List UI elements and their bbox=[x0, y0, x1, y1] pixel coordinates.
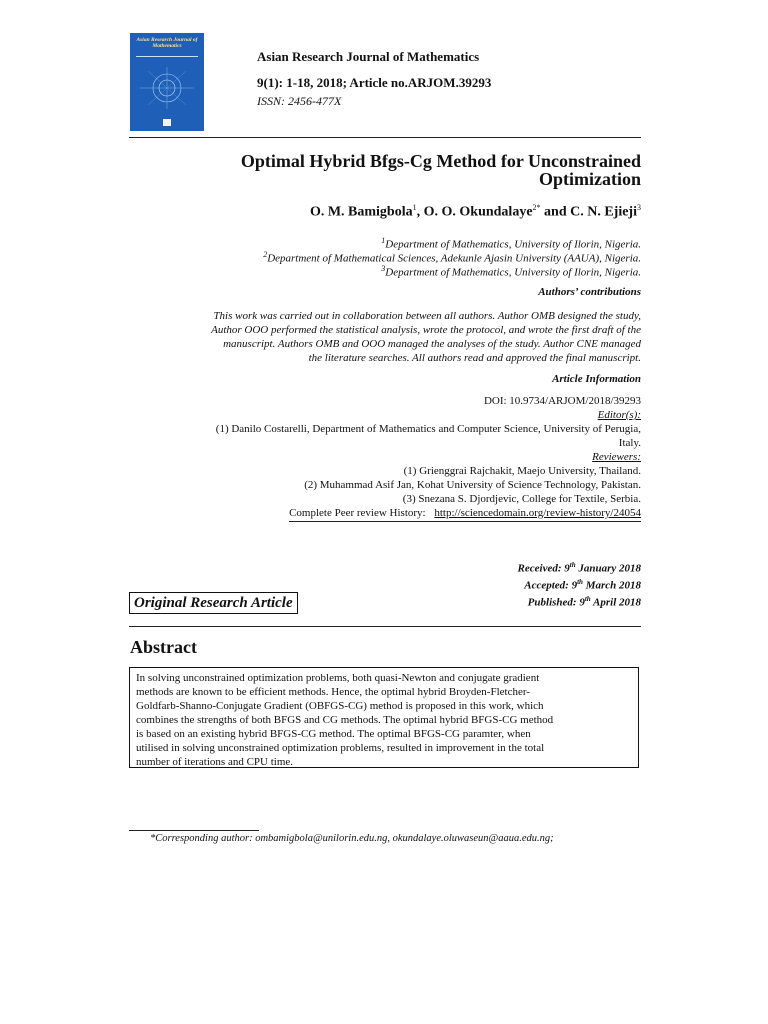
affiliation-mark: 2 bbox=[263, 250, 268, 259]
contributions-line: Author OOO performed the statistical analysis, wrote the protocol, and wrote the first draft of the bbox=[211, 324, 641, 336]
ordinal-suffix: th bbox=[577, 578, 583, 586]
author-mark: 3 bbox=[637, 203, 641, 212]
affiliation-mark: 1 bbox=[381, 236, 386, 245]
abstract-heading: Abstract bbox=[130, 637, 197, 657]
editor-line: (1) Danilo Costarelli, Department of Mathematics and Computer Science, University of Perugia, bbox=[215, 423, 641, 435]
cover-title: Asian Research Journal of Mathematics bbox=[136, 37, 198, 49]
reviewers-label: Reviewers: bbox=[592, 451, 641, 463]
ordinal-suffix: th bbox=[584, 595, 591, 603]
published-rest: April 2018 bbox=[593, 596, 641, 609]
article-info-heading: Article Information bbox=[552, 373, 641, 385]
published-date bbox=[341, 595, 641, 609]
editor-line: Italy. bbox=[618, 437, 641, 449]
reviewer-line: (3) Snezana S. Djordjevic, College for Textile, Serbia. bbox=[402, 493, 641, 505]
abstract-line: is based on an existing hybrid BFGS-CG method. The optimal BFGS-CG paramter, when bbox=[136, 728, 531, 740]
journal-cover-image bbox=[130, 33, 204, 131]
affiliation-mark: 3 bbox=[381, 264, 386, 273]
affiliation-text: Department of Mathematical Sciences, Adekunle Ajasin University (AAUA), Nigeria. bbox=[267, 252, 641, 265]
author-name: C. N. Ejieji bbox=[570, 204, 637, 220]
received-day: 9 bbox=[564, 562, 570, 575]
review-history-label: Complete Peer review History: bbox=[289, 507, 426, 519]
abstract-line: utilised in solving unconstrained optimization problems, resulted in improvement in the total bbox=[136, 742, 545, 754]
published-day: 9 bbox=[579, 596, 585, 609]
author-separator: and bbox=[540, 204, 571, 220]
affiliation bbox=[81, 261, 641, 281]
cover-divider bbox=[136, 56, 198, 57]
article-info bbox=[81, 394, 641, 522]
abstract-box bbox=[129, 667, 639, 768]
abstract-line: methods are known to be efficient methods. Hence, the optimal hybrid Broyden-Fletcher- bbox=[136, 686, 530, 698]
contributions-line: This work was carried out in collaboration between all authors. Author OMB designed the study, bbox=[213, 310, 641, 322]
abstract-line: combines the strengths of both BFGS and CG methods. The optimal hybrid BFGS-CG method bbox=[136, 714, 554, 726]
author-name: O. M. Bamigbola bbox=[309, 204, 413, 220]
title-line-1: Optimal Hybrid Bfgs-Cg Method for Unconstrained bbox=[240, 151, 641, 171]
contributions-line: the literature searches. All authors read and approved the final manuscript. bbox=[308, 352, 641, 364]
footnote-rule bbox=[129, 830, 259, 831]
review-history-link[interactable]: http://sciencedomain.org/review-history/24054 bbox=[434, 507, 641, 519]
article-type-box: Original Research Article bbox=[129, 592, 298, 614]
contributions-line: manuscript. Authors OMB and OOO managed the analyses of the study. Author CNE managed bbox=[223, 338, 641, 350]
author-list bbox=[121, 203, 641, 221]
doi[interactable]: DOI: 10.9734/ARJOM/2018/39293 bbox=[483, 395, 641, 407]
accepted-rest: March 2018 bbox=[585, 579, 641, 592]
abstract-line: Goldfarb-Shanno-Conjugate Gradient (OBFGS-CG) method is proposed in this work, which bbox=[136, 700, 544, 712]
contributions-text bbox=[121, 309, 641, 365]
reviewer-line: (1) Grienggrai Rajchakit, Maejo University, Thailand. bbox=[403, 465, 641, 477]
author-mark: 1 bbox=[412, 203, 417, 212]
volume-line: 9(1): 1-18, 2018; Article no.ARJOM.39293 bbox=[257, 75, 492, 90]
accepted-label: Accepted: bbox=[524, 579, 569, 592]
paper-title bbox=[121, 152, 641, 188]
accepted-day: 9 bbox=[571, 579, 578, 592]
issn: ISSN: 2456-477X bbox=[257, 94, 342, 108]
received-rest: January 2018 bbox=[578, 562, 641, 575]
title-line-2: Optimization bbox=[539, 169, 641, 189]
accepted-date bbox=[341, 578, 641, 592]
publisher-logo bbox=[163, 119, 171, 126]
author-mark: 2* bbox=[532, 203, 541, 212]
received-label: Received: bbox=[517, 562, 562, 575]
corresponding-author-footnote: *Corresponding author: ombamigbola@unilorin.edu.ng, okundalaye.oluwaseun@aaua.edu.ng; bbox=[150, 833, 554, 844]
cover-artwork bbox=[134, 63, 200, 113]
abstract-line: number of iterations and CPU time. bbox=[136, 756, 294, 768]
review-history bbox=[289, 506, 641, 522]
abstract-line: In solving unconstrained optimization problems, both quasi-Newton and conjugate gradient bbox=[136, 672, 540, 684]
affiliation-text: Department of Mathematics, University of Ilorin, Nigeria. bbox=[385, 266, 641, 279]
editors-label: Editor(s): bbox=[597, 409, 641, 421]
reviewer-line: (2) Muhammad Asif Jan, Kohat University of Science Technology, Pakistan. bbox=[304, 479, 641, 491]
author-name: O. O. Okundalaye bbox=[423, 204, 533, 220]
contributions-heading: Authors’ contributions bbox=[538, 286, 641, 298]
affiliation-text: Department of Mathematics, University of Ilorin, Nigeria. bbox=[385, 238, 641, 251]
author-separator: , bbox=[416, 204, 424, 220]
journal-name: Asian Research Journal of Mathematics bbox=[257, 49, 480, 64]
header-rule bbox=[129, 137, 641, 138]
section-rule bbox=[129, 626, 641, 627]
published-label: Published: bbox=[527, 596, 577, 609]
received-date bbox=[341, 561, 641, 575]
ordinal-suffix: th bbox=[569, 561, 576, 569]
